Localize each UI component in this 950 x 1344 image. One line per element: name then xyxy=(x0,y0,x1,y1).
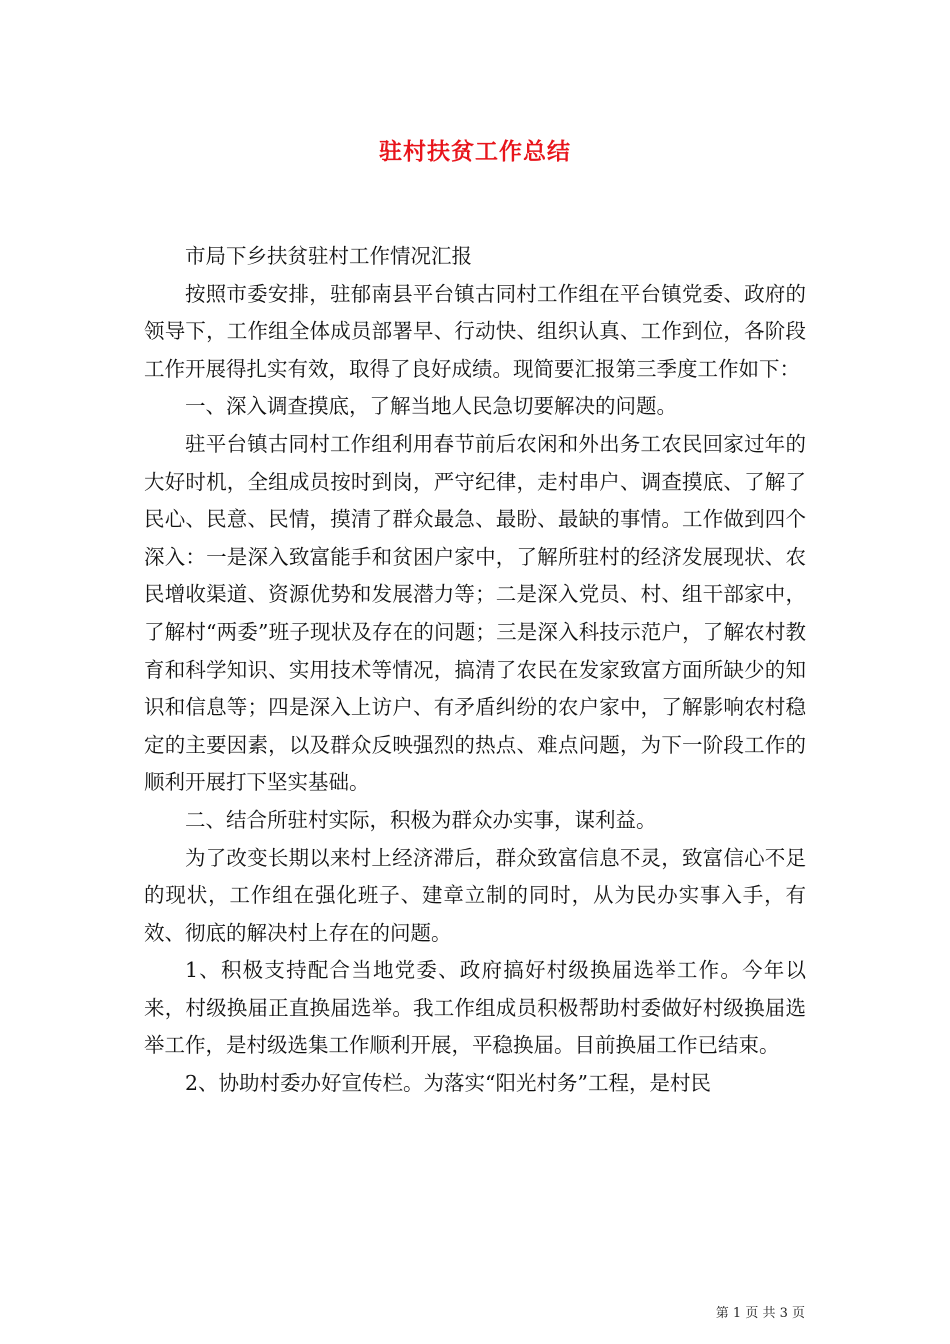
paragraph-heading-1: 一、深入调查摸底，了解当地人民急切要解决的问题。 xyxy=(185,394,677,419)
paragraph-subtitle: 市局下乡扶贫驻村工作情况汇报 xyxy=(185,244,472,268)
paragraph-heading-2: 二、结合所驻村实际，积极为群众办实事，谋利益。 xyxy=(185,807,657,832)
document-body xyxy=(144,238,806,1103)
page-number-footer: 第 1 页 共 3 页 xyxy=(715,1306,805,1321)
paragraph-intro: 按照市委安排，驻郁南县平台镇古同村工作组在平台镇党委、政府的领导下，工作组全体成员部署早、行动快、组织认真、工作到位，各阶段工作开展得扎实有效，取得了良好成绩。现简要汇报第三季度工作如下： xyxy=(144,281,806,381)
document-title: 驻村扶贫工作总结 xyxy=(379,138,571,165)
paragraph-practical-work: 为了改变长期以来村上经济滞后，群众致富信息不灵，致富信心不足的现状，工作组在强化班子、建章立制的同时，从为民办实事入手，有效、彻底的解决村上存在的问题。 xyxy=(144,845,806,945)
paragraph-investigation: 驻平台镇古同村工作组利用春节前后农闲和外出务工农民回家过年的大好时机，全组成员按时到岗，严守纪律，走村串户、调查摸底、了解了民心、民意、民情，摸清了群众最急、最盼、最缺的事情。工作做到四个深入：一是深入致富能手和贫困户家中，了解所驻村的经济发展现状、农民增收渠道、资源优势和发展潜力等；二是深入党员、村、组干部家中，了解村“两委”班子现状及存在的问题；三是深入科技示范户，了解农村教育和科学知识、实用技术等情况，搞清了农民在发家致富方面所缺少的知识和信息等；四是深入上访户、有矛盾纠纷的农户家中，了解影响农村稳定的主要因素，以及群众反映强烈的热点、难点问题，为下一阶段工作的顺利开展打下坚实基础。 xyxy=(144,431,806,795)
paragraph-item-2: 2、协助村委办好宣传栏。为落实“阳光村务”工程，是村民 xyxy=(185,1071,712,1096)
paragraph-item-1: 1、积极支持配合当地党委、政府搞好村级换届选举工作。今年以来，村级换届正直换届选举。我工作组成员积极帮助村委做好村级换届选举工作，是村级选集工作顺利开展，平稳换届。目前换届工作已结束。 xyxy=(144,958,806,1058)
